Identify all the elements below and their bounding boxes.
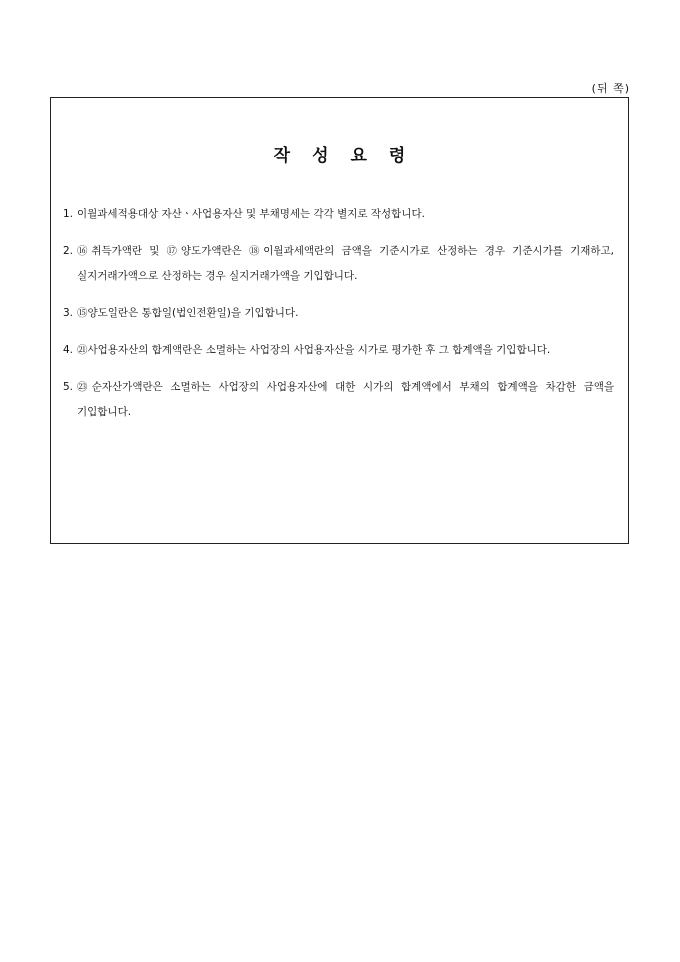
guide-item-number: 4. (63, 344, 74, 356)
guide-item-number: 5. (63, 381, 74, 393)
guide-item-text: ⑯취득가액란 및 ⑰양도가액란은 ⑱이월과세액란의 금액을 기준시가로 산정하는 경우 기준시가를 기재하고, 실지거래가액으로 산정하는 경우 실지거래가액을 기입합니다. (77, 245, 614, 282)
guide-item-text: ㉑사업용자산의 합계액란은 소멸하는 사업장의 사업용자산을 시가로 평가한 후 그 합계액을 기입합니다. (77, 344, 551, 356)
writing-guide-box (50, 97, 629, 544)
guide-item-1 (63, 202, 614, 227)
guide-item-2 (63, 239, 614, 289)
guide-item-4 (63, 338, 614, 363)
guide-title: 작성요령 (273, 146, 428, 166)
guide-item-number: 2. (63, 245, 74, 257)
guide-item-number: 1. (63, 208, 74, 220)
guide-list (63, 202, 614, 437)
guide-item-5 (63, 375, 614, 425)
guide-item-text: ⑮양도일란은 통합일(법인전환일)을 기입합니다. (77, 307, 299, 319)
guide-item-text: 이월과세적용대상 자산ㆍ사업용자산 및 부채명세는 각각 별지로 작성합니다. (77, 208, 425, 220)
guide-item-3 (63, 301, 614, 326)
page-side-label: (뒤 쪽) (591, 82, 630, 95)
guide-item-number: 3. (63, 307, 74, 319)
guide-item-text: ㉓순자산가액란은 소멸하는 사업장의 사업용자산에 대한 시가의 합계액에서 부채의 합계액을 차감한 금액을 기입합니다. (77, 381, 614, 418)
